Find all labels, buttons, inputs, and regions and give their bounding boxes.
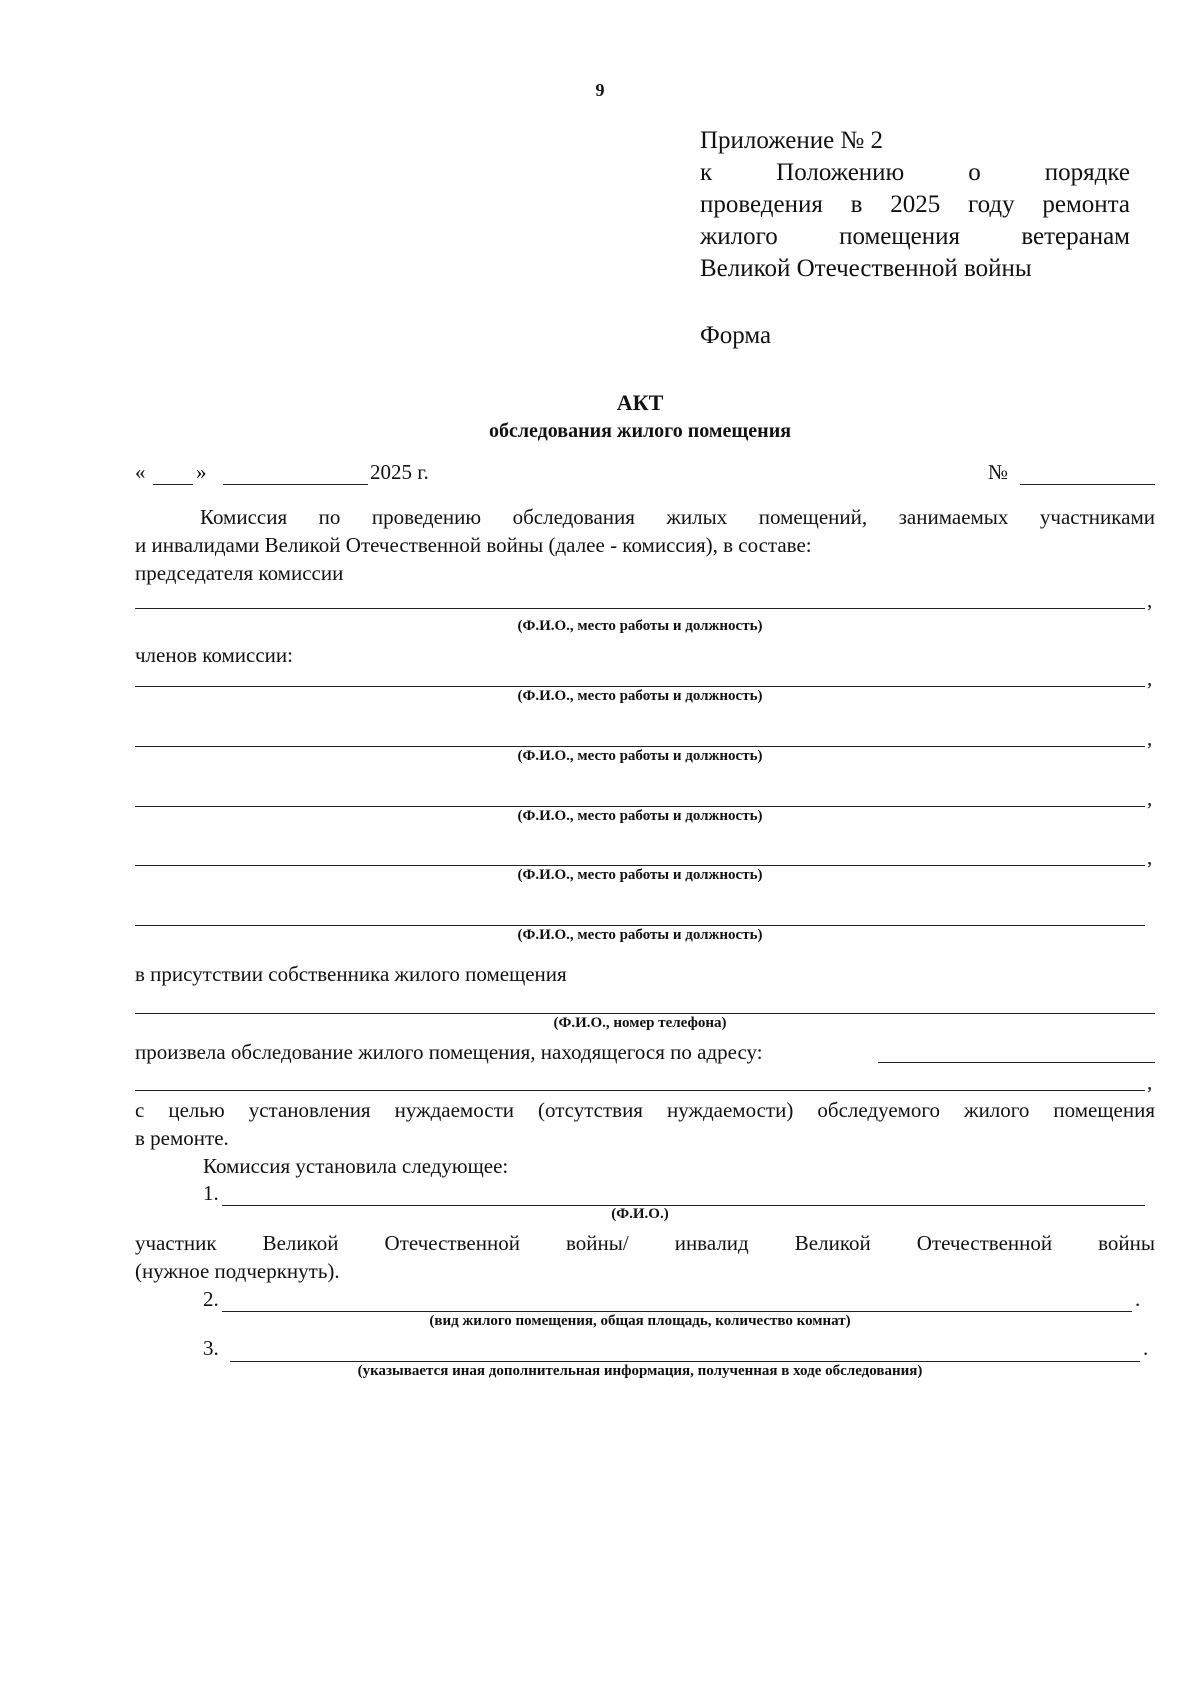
address-field-2[interactable] xyxy=(135,1090,1145,1091)
appendix-line-4: жилого помещения ветеранам xyxy=(700,223,1130,250)
appendix-header xyxy=(700,125,1130,285)
address-field-1[interactable] xyxy=(878,1062,1155,1063)
member-field-5[interactable] xyxy=(135,925,1145,926)
owner-caption: (Ф.И.О., номер телефона) xyxy=(553,1015,727,1031)
item-3-end: . xyxy=(1143,1336,1149,1360)
month-blank[interactable] xyxy=(223,484,368,485)
item-3-caption: (указывается иная дополнительная информация, полученная в ходе обследования) xyxy=(357,1363,923,1379)
member-caption-5: (Ф.И.О., место работы и должность) xyxy=(517,927,763,943)
member-field-2[interactable] xyxy=(135,746,1145,747)
act-number-blank[interactable] xyxy=(1020,484,1155,485)
item-2-number: 2. xyxy=(203,1287,219,1311)
member-caption-1: (Ф.И.О., место работы и должность) xyxy=(517,688,763,704)
chairman-label: председателя комиссии xyxy=(135,561,344,585)
item-2-end: . xyxy=(1135,1287,1141,1311)
day-blank[interactable] xyxy=(153,484,193,485)
address-comma: , xyxy=(1147,1070,1153,1094)
member-field-4[interactable] xyxy=(135,865,1145,866)
member-caption-2: (Ф.И.О., место работы и должность) xyxy=(517,748,763,764)
established-label: Комиссия установила следующее: xyxy=(203,1154,509,1178)
item-1-line-2: (нужное подчеркнуть). xyxy=(135,1259,340,1283)
owner-field[interactable] xyxy=(135,1013,1155,1014)
document-title: АКТ xyxy=(616,390,664,415)
date-year: 2025 г. xyxy=(370,460,429,484)
date-open-quote: « xyxy=(135,460,146,484)
appendix-line-3: проведения в 2025 году ремонта xyxy=(700,191,1130,218)
appendix-title: Приложение № 2 xyxy=(700,127,884,154)
appendix-line-5: Великой Отечественной войны xyxy=(700,255,1032,282)
intro-line-1: Комиссия по проведению обследования жилых помещений, занимаемых участниками xyxy=(200,505,1155,529)
document-subtitle: обследования жилого помещения xyxy=(488,420,792,442)
appendix-line-2: к Положению о порядке xyxy=(700,159,1130,186)
member-comma-4: , xyxy=(1147,845,1153,869)
member-comma-2: , xyxy=(1147,726,1153,750)
purpose-line-1: с целью установления нуждаемости (отсутствия нуждаемости) обследуемого жилого помещения xyxy=(135,1098,1155,1122)
member-caption-3: (Ф.И.О., место работы и должность) xyxy=(517,808,763,824)
member-comma-3: , xyxy=(1147,786,1153,810)
item-1-number: 1. xyxy=(203,1181,219,1205)
purpose-line-2: в ремонте. xyxy=(135,1126,229,1150)
member-comma-1: , xyxy=(1147,666,1153,690)
number-sign: № xyxy=(988,460,1009,484)
item-2-caption: (вид жилого помещения, общая площадь, количество комнат) xyxy=(429,1313,851,1329)
page-number: 9 xyxy=(595,80,605,100)
date-close-quote: » xyxy=(196,460,207,484)
item-3-field[interactable] xyxy=(230,1361,1140,1362)
intro-line-2: и инвалидами Великой Отечественной войны (далее - комиссия), в составе: xyxy=(135,533,812,557)
member-caption-4: (Ф.И.О., место работы и должность) xyxy=(517,867,763,883)
item-1-caption: (Ф.И.О.) xyxy=(611,1206,669,1222)
item-1-line-1: участник Великой Отечественной войны/ инвалид Великой Отечественной войны xyxy=(135,1231,1155,1255)
member-field-3[interactable] xyxy=(135,806,1145,807)
chairman-caption: (Ф.И.О., место работы и должность) xyxy=(517,618,763,634)
member-field-1[interactable] xyxy=(135,686,1145,687)
members-label: членов комиссии: xyxy=(135,643,293,667)
item-3-number: 3. xyxy=(203,1336,219,1360)
address-label: произвела обследование жилого помещения, находящегося по адресу: xyxy=(135,1040,763,1064)
chairman-comma: , xyxy=(1147,588,1153,612)
item-2-field[interactable] xyxy=(222,1311,1132,1312)
owner-label: в присутствии собственника жилого помещения xyxy=(135,962,567,986)
chairman-field[interactable] xyxy=(135,608,1145,609)
form-label: Форма xyxy=(700,322,772,349)
